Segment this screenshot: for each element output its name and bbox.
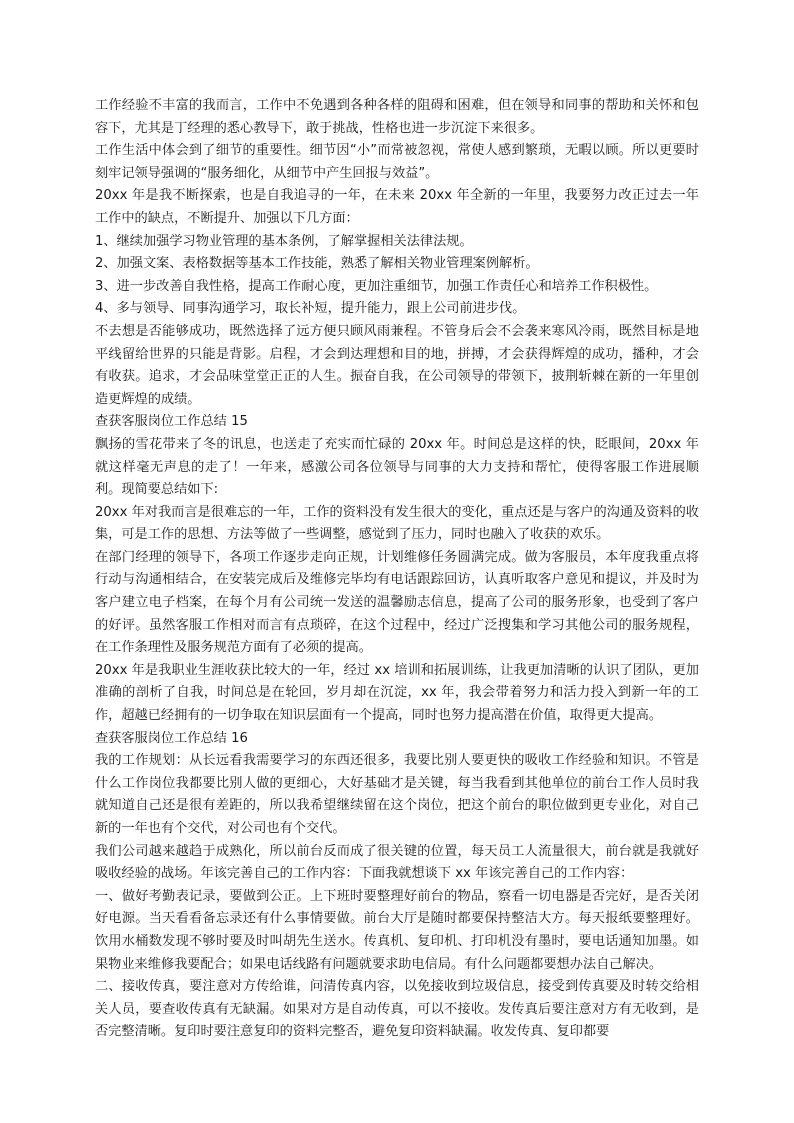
paragraph-year-intro: 20xx 年是我不断探索，也是自我追寻的一年，在未来 20xx 年全新的一年里，我要努力改正过去一年工作中的缺点，不断提升、加强以下几方面： [95, 188, 699, 226]
paragraph-fax: 二、接收传真，要注意对方传给谁，问清传真内容，以免接收到垃圾信息，接受到传真要及时转交给相关人员，要查收传真有无缺漏。如果对方是自动传真，可以不接收。发传真后要注意对方有无收到，是否完整清晰。复印时要注意复印的资料完整否，避免复印资料缺漏。收发传真、复印都要 [95, 979, 699, 1040]
section-heading-16: 查获客服岗位工作总结 16 [95, 730, 248, 746]
paragraph-snow: 飘扬的雪花带来了冬的讯息，也送走了充实而忙碌的 20xx 年。时间总是这样的快，眨眼间，20xx 年就这样毫无声息的走了！一年来，感激公司各位领导与同事的大力支持和帮忙，使得客服工作进展顺利。现简要总结如下: [95, 436, 699, 498]
paragraph-department: 在部门经理的领导下，各项工作逐步走向正规，计划维修任务圆满完成。做为客服员，本年度我重点将行动与沟通相结合，在安装完成后及维修完毕均有电话跟踪回访，认真听取客户意见和提议，并及时为客户建立电子档案，在每个月有公司统一发送的温馨励志信息，提高了公司的服务形象，也受到了客户的好评。虽然客服工作相对而言有点琐碎，在这个过程中，经过广泛搜集和学习其他公司的服务规程，在工作条理性及服务规范方面有了必须的提高。 [95, 549, 699, 656]
paragraph-conclusion: 不去想是否能够成功，既然选择了远方便只顾风雨兼程。不管身后会不会袭来寒风冷雨，既然目标是地平线留给世界的只能是背影。启程，才会到达理想和目的地，拼搏，才会获得辉煌的成功，播种，才会有收获。追求，才会品味堂堂正正的人生。振奋自我，在公司领导的带领下，披荆斩棘在新的一年里创造更辉煌的成绩。 [95, 323, 699, 407]
document-page [95, 95, 699, 1044]
paragraph-memorable-year: 20xx 年对我而言是很难忘的一年，工作的资料没有发生很大的变化，重点还是与客户的沟通及资料的收集，可是工作的思想、方法等做了一些调整，感觉到了压力，同时也融入了收获的欢乐。 [95, 504, 699, 543]
paragraph-details: 工作生活中体会到了细节的重要性。细节因“小”而常被忽视，常使人感到繁琐，无暇以顾。所以更要时刻牢记领导强调的“服务细化，从细节中产生回报与效益”。 [95, 143, 699, 181]
paragraph-career-year: 20xx 年是我职业生涯收获比较大的一年，经过 xx 培训和拓展训练，让我更加清晰的认识了团队，更加准确的剖析了自我，时间总是在轮回，岁月却在沉淀，xx 年，我会带着努力和活力投入到新一年的工作，超越已经拥有的一切争取在知识层面有一个提高，同时也努力提高潜在价值，取得更大提高。 [95, 662, 699, 724]
paragraph-attendance: 一、做好考勤表记录，要做到公正。上下班时要整理好前台的物品，察看一切电器是否完好，是否关闭好电源。当天看看备忘录还有什么事情要做。前台大厅是随时都要保持整洁大方。每天报纸要整理好。饮用水桶数发现不够时要及时叫胡先生送水。传真机、复印机、打印机没有墨时，要电话通知加墨。如果物业来维修我要配合；如果电话线路有问题就要求助电信局。有什么问题都要想办法自己解决。 [95, 888, 699, 972]
list-item-1: 1、继续加强学习物业管理的基本条例，了解掌握相关法律法规。 [95, 233, 473, 249]
list-item-2: 2、加强文案、表格数据等基本工作技能，熟悉了解相关物业管理案例解析。 [95, 256, 539, 272]
paragraph-experience: 工作经验不丰富的我而言，工作中不免遇到各种各样的阻碍和困难，但在领导和同事的帮助和关怀和包容下，尤其是丁经理的悉心教导下，敢于挑战，性格也进一步沉淀下来很多。 [95, 98, 699, 136]
paragraph-work-plan: 我的工作规划：从长远看我需要学习的东西还很多，我要比别人要更快的吸收工作经验和知识。不管是什么工作岗位我都要比别人做的更细心，大好基础才是关键，每当我看到其他单位的前台工作人员时我就知道自己还是很有差距的，所以我希望继续留在这个岗位，把这个前台的职位做到更专业化，对自己新的一年也有个交代，对公司也有个交代。 [95, 753, 699, 836]
paragraph-front-desk: 我们公司越来越趋于成熟化，所以前台反而成了很关键的位置，每天员工人流量很大，前台就是我就好吸收经验的战场。年该完善自己的工作内容：下面我就想谈下 xx 年该完善自己的工作内容： [95, 843, 699, 882]
section-heading-15: 查获客服岗位工作总结 15 [95, 414, 248, 430]
list-item-3: 3、进一步改善自我性格，提高工作耐心度，更加注重细节，加强工作责任心和培养工作积极性。 [95, 278, 658, 294]
list-item-4: 4、多与领导、同事沟通学习，取长补短，提升能力，跟上公司前进步伐。 [95, 301, 526, 317]
